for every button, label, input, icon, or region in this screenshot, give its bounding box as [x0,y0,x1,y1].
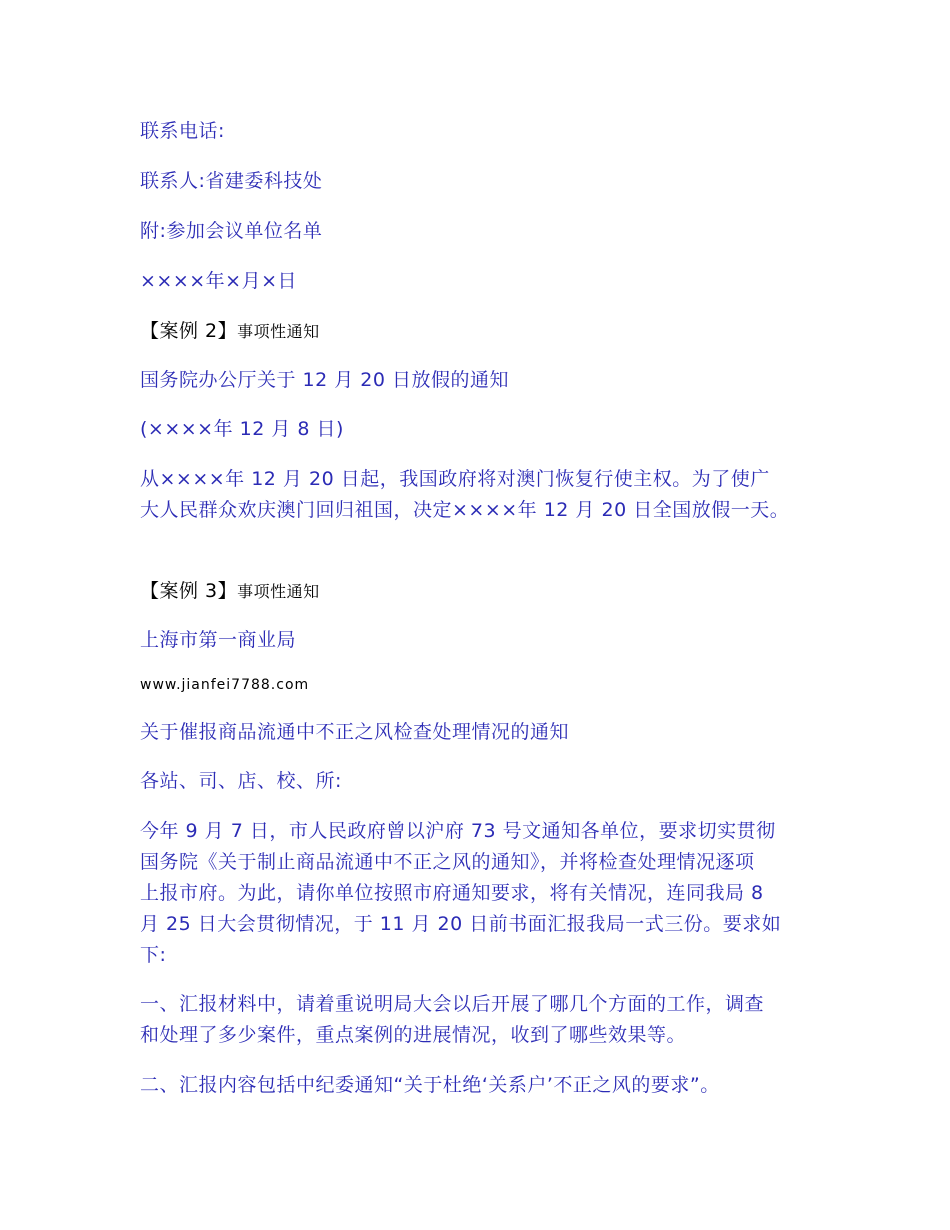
case3-item-line: 二、汇报内容包括中纪委通知“关于杜绝‘关系户’不正之风的要求”。 [140,1074,720,1096]
case3-item-line: 和处理了多少案件，重点案例的进展情况，收到了哪些效果等。 [140,1024,687,1046]
case3-recipients: 各站、司、店、校、所: [140,770,342,792]
case2-type-label: 事项性通知 [237,322,320,341]
watermark-url: www.jianfei7788.com [140,677,310,693]
case3-item-line: 一、汇报材料中，请着重说明局大会以后开展了哪几个方面的工作，调查 [140,993,765,1015]
contact-phone-line: 联系电话: [140,120,225,142]
case3-title: 关于催报商品流通中不正之风检查处理情况的通知 [140,721,570,743]
case2-title: 国务院办公厅关于 12 月 20 日放假的通知 [140,369,510,391]
attachment-line: 附:参加会议单位名单 [140,220,323,242]
case2-body-line: 大人民群众欢庆澳门回归祖国，决定××××年 12 月 20 日全国放假一天。 [140,499,790,521]
case3-body-line: 下: [140,944,167,966]
case2-heading [140,316,320,347]
contact-person-line: 联系人:省建委科技处 [140,170,323,192]
case3-bracket-label: 【案例 3】 [140,580,238,602]
case3-body-line: 国务院《关于制止商品流通中不正之风的通知》，并将检查处理情况逐项 [140,851,755,873]
case3-organization: 上海市第一商业局 [140,629,297,651]
case3-body-line: 月 25 日大会贯彻情况，于 11 月 20 日前书面汇报我局一式三份。要求如 [140,913,782,935]
case3-body-line: 上报市府。为此，请你单位按照市府通知要求，将有关情况，连同我局 8 [140,882,764,904]
case3-heading [140,576,320,607]
case3-body-line: 今年 9 月 7 日，市人民政府曾以沪府 73 号文通知各单位，要求切实贯彻 [140,820,776,842]
case2-body-line: 从××××年 12 月 20 日起，我国政府将对澳门恢复行使主权。为了使广 [140,468,770,490]
case2-date: (××××年 12 月 8 日) [140,418,344,440]
case2-bracket-label: 【案例 2】 [140,320,238,342]
date-line: ××××年×月×日 [140,270,298,292]
case3-type-label: 事项性通知 [237,582,320,601]
